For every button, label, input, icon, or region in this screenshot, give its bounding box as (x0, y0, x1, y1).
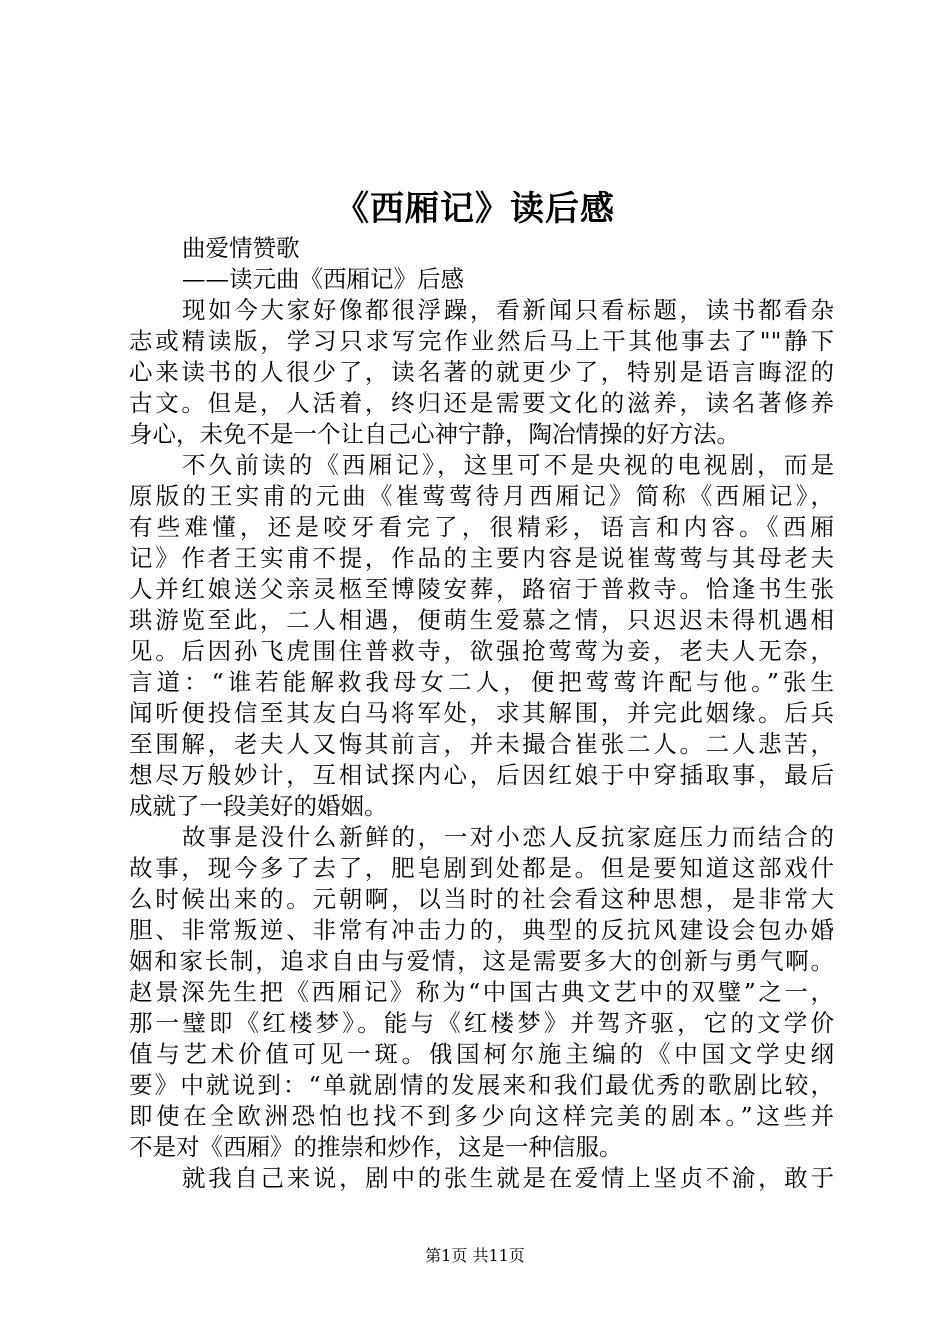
text-line: 不久前读的《西厢记》，这里可不是央视的电视剧，而是 (182, 451, 834, 479)
text-line: 即使在全欧洲恐怕也找不到多少向这样完美的剧本。”这些并 (129, 1102, 834, 1130)
text-line: 原版的王实甫的元曲《崔莺莺待月西厢记》简称《西厢记》， (129, 482, 834, 510)
text-line: 珙游览至此，二人相遇，便萌生爱慕之情，只迟迟未得机遇相 (129, 606, 834, 634)
text-line: 有些难懂，还是咬牙看完了，很精彩，语言和内容。《西厢 (129, 513, 834, 541)
text-line: 现如今大家好像都很浮躁，看新闻只看标题，读书都看杂 (182, 296, 834, 324)
text-line: 那一璧即《红楼梦》。能与《红楼梦》并驾齐驱，它的文学价 (129, 1009, 834, 1037)
text-line: 要》中就说到：“单就剧情的发展来和我们最优秀的歌剧比较， (129, 1071, 834, 1099)
document-title: 《西厢记》读后感 (335, 189, 615, 229)
text-line: 至围解，老夫人又悔其前言，并未撮合崔张二人。二人悲苦， (129, 730, 834, 758)
text-line: 志或精读版，学习只求写完作业然后马上干其他事去了""静下 (129, 327, 834, 355)
text-line: 想尽万般妙计，互相试探内心，后因红娘于中穿插取事，最后 (129, 761, 834, 789)
text-line: 人并红娘送父亲灵柩至博陵安葬，路宿于普救寺。恰逢书生张 (129, 575, 834, 603)
text-line: 赵景深先生把《西厢记》称为“中国古典文艺中的双璧”之一， (129, 978, 834, 1006)
text-line: 姻和家长制，追求自由与爱情，这是需要多大的创新与勇气啊。 (129, 947, 834, 975)
text-line: 么时候出来的。元朝啊，以当时的社会看这种思想，是非常大 (129, 885, 834, 913)
text-line: 就我自己来说，剧中的张生就是在爱情上坚贞不渝，敢于 (182, 1164, 834, 1192)
text-line: 古文。但是，人活着，终归还是需要文化的滋养，读名著修养 (129, 389, 834, 417)
page-footer: 第1页 共11页 (425, 1246, 525, 1265)
text-line: 值与艺术价值可见一斑。俄国柯尔施主编的《中国文学史纲 (129, 1040, 834, 1068)
text-line: 胆、非常叛逆、非常有冲击力的，典型的反抗风建设会包办婚 (129, 916, 834, 944)
text-line: 不是对《西厢》的推崇和炒作，这是一种信服。 (129, 1133, 623, 1161)
text-line: 成就了一段美好的婚姻。 (129, 792, 388, 820)
text-line: ——读元曲《西厢记》后感 (182, 265, 464, 293)
text-line: 曲爱情赞歌 (182, 234, 300, 262)
text-line: 心来读书的人很少了，读名著的就更少了，特别是语言晦涩的 (129, 358, 834, 386)
text-line: 闻听便投信至其友白马将军处，求其解围，并完此姻缘。后兵 (129, 699, 834, 727)
document-body (129, 233, 834, 1194)
text-line: 故事是没什么新鲜的，一对小恋人反抗家庭压力而结合的 (182, 823, 834, 851)
text-line: 故事，现今多了去了，肥皂剧到处都是。但是要知道这部戏什 (129, 854, 834, 882)
text-line: 身心，未免不是一个让自己心神宁静，陶冶情操的好方法。 (129, 420, 740, 448)
text-line: 见。后因孙飞虎围住普救寺，欲强抢莺莺为妾，老夫人无奈， (129, 637, 834, 665)
text-line: 言道：“谁若能解救我母女二人，便把莺莺许配与他。”张生 (129, 668, 834, 696)
text-line: 记》作者王实甫不提，作品的主要内容是说崔莺莺与其母老夫 (129, 544, 834, 572)
